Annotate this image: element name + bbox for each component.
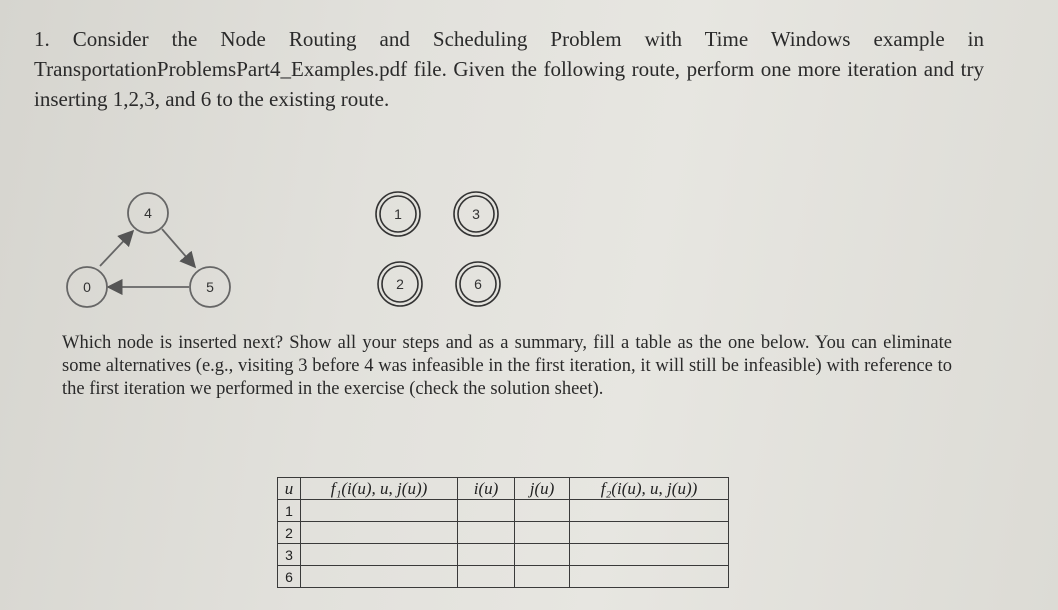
unrouted-node-3 xyxy=(454,192,498,236)
table-header-row xyxy=(278,478,729,500)
edge-0-4 xyxy=(100,231,133,266)
svg-text:4: 4 xyxy=(144,205,152,221)
svg-text:1: 1 xyxy=(394,206,402,222)
f2-cell[interactable] xyxy=(570,522,729,544)
i-cell[interactable] xyxy=(458,500,515,522)
unrouted-node-2 xyxy=(378,262,422,306)
summary-table xyxy=(277,477,729,588)
svg-text:0: 0 xyxy=(83,279,91,295)
table-row xyxy=(278,500,729,522)
route-node-4 xyxy=(128,193,168,233)
svg-text:5: 5 xyxy=(206,279,214,295)
f2-cell[interactable] xyxy=(570,500,729,522)
row-u-cell: 6 xyxy=(278,566,301,588)
header-f1: f₁(i(u), u, j(u)) xyxy=(301,478,458,500)
i-cell[interactable] xyxy=(458,544,515,566)
edge-4-5 xyxy=(162,229,195,267)
header-f2: f₂(i(u), u, j(u)) xyxy=(570,478,729,500)
j-cell[interactable] xyxy=(515,566,570,588)
row-u-cell: 3 xyxy=(278,544,301,566)
header-i: i(u) xyxy=(458,478,515,500)
row-u-cell: 1 xyxy=(278,500,301,522)
f1-cell[interactable] xyxy=(301,522,458,544)
f2-cell[interactable] xyxy=(570,566,729,588)
f1-cell[interactable] xyxy=(301,544,458,566)
f2-cell[interactable] xyxy=(570,544,729,566)
i-cell[interactable] xyxy=(458,522,515,544)
header-u: u xyxy=(278,478,301,500)
route-node-5 xyxy=(190,267,230,307)
j-cell[interactable] xyxy=(515,522,570,544)
unrouted-node-1 xyxy=(376,192,420,236)
svg-text:2: 2 xyxy=(396,276,404,292)
j-cell[interactable] xyxy=(515,544,570,566)
question-text: 1. Consider the Node Routing and Scheduling Problem with Time Windows example in TransportationProblemsPart4_Examples.pdf file. Given the following route, perform one more iteration and try inserting 1,2,3, and 6 to the existing route. xyxy=(34,27,984,111)
row-u-cell: 2 xyxy=(278,522,301,544)
f1-cell[interactable] xyxy=(301,500,458,522)
route-node-0 xyxy=(67,267,107,307)
j-cell[interactable] xyxy=(515,500,570,522)
table-row xyxy=(278,522,729,544)
instruction-text: Which node is inserted next? Show all your steps and as a summary, fill a table as the one below. You can eliminate some alternatives (e.g., visiting 3 before 4 was infeasible in the first iteration, it will still be infeasible) with reference to the first iteration we performed in the exercise (check the solution sheet). xyxy=(62,333,952,399)
table-row xyxy=(278,566,729,588)
svg-text:3: 3 xyxy=(472,206,480,222)
table-row xyxy=(278,544,729,566)
unrouted-node-6 xyxy=(456,262,500,306)
f1-cell[interactable] xyxy=(301,566,458,588)
svg-text:6: 6 xyxy=(474,276,482,292)
i-cell[interactable] xyxy=(458,566,515,588)
header-j: j(u) xyxy=(515,478,570,500)
